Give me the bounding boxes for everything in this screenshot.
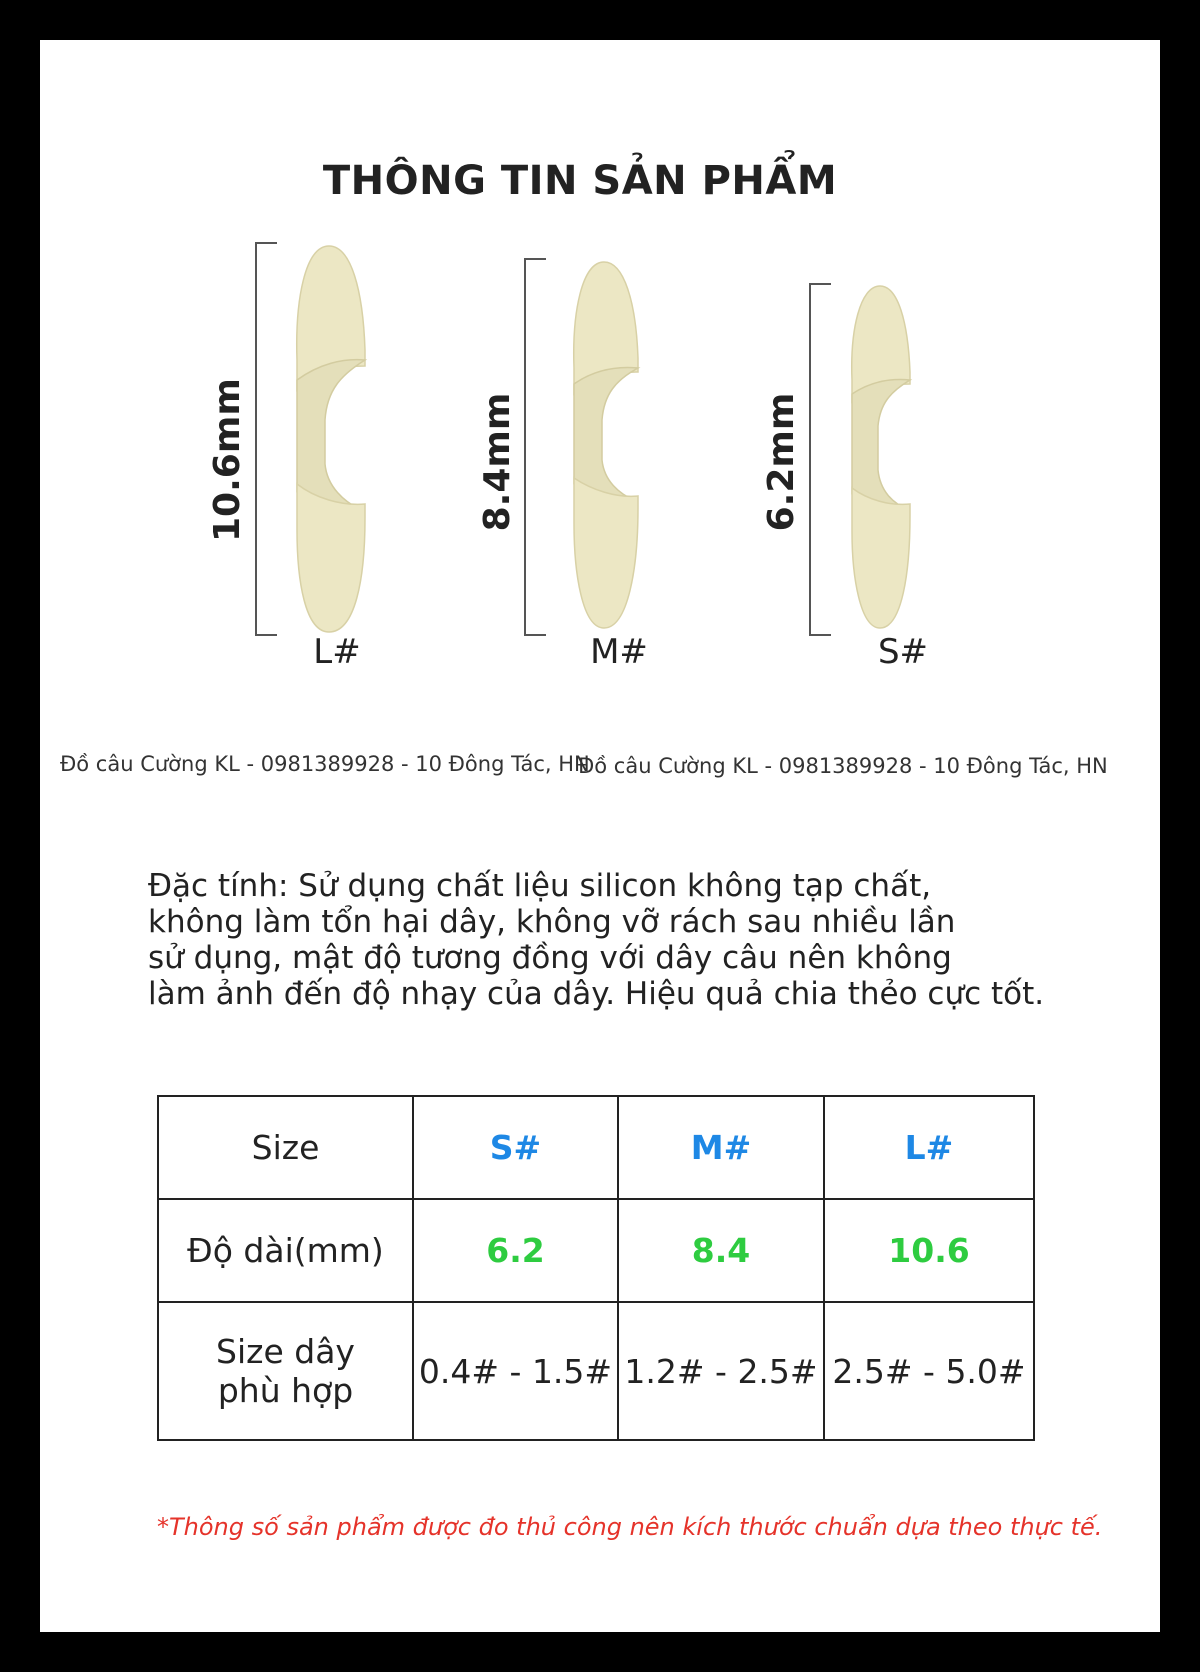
size-label-m: M# — [590, 632, 648, 672]
dimension-label-l: 10.6mm — [207, 378, 248, 542]
dimension-label-s: 6.2mm — [761, 392, 802, 532]
dimension-bracket-s — [809, 283, 831, 636]
row-header-length: Độ dài(mm) — [158, 1199, 413, 1302]
description-line: làm ảnh đến độ nhạy của dây. Hiệu quả chia thẻo cực tốt. — [148, 976, 1045, 1012]
shop-watermark-left: Đồ câu Cường KL - 0981389928 - 10 Đông Tác, HN — [60, 752, 590, 776]
length-value-s: 6.2 — [413, 1199, 618, 1302]
product-image-l — [285, 240, 385, 640]
product-image-s — [840, 280, 930, 636]
shop-watermark-right: Đồ câu Cường KL - 0981389928 - 10 Đông Tác, HN — [578, 754, 1108, 778]
dimension-bracket-m — [524, 258, 546, 636]
page-title: THÔNG TIN SẢN PHẨM — [322, 158, 838, 204]
size-header-s: S# — [413, 1096, 618, 1199]
length-value-m: 8.4 — [618, 1199, 824, 1302]
size-label-l: L# — [313, 632, 361, 672]
dimension-label-m: 8.4mm — [477, 392, 518, 532]
table-row — [158, 1199, 1034, 1302]
line-size-value-m: 1.2# - 2.5# — [618, 1302, 824, 1440]
table-row — [158, 1096, 1034, 1199]
size-label-s: S# — [877, 632, 929, 672]
product-description — [148, 868, 1048, 1012]
product-info-sheet — [40, 40, 1160, 1632]
measurement-note: *Thông số sản phẩm được đo thủ công nên kích thước chuẩn dựa theo thực tế. — [157, 1513, 1103, 1541]
size-header-l: L# — [824, 1096, 1034, 1199]
spec-table — [157, 1095, 1035, 1441]
length-value-l: 10.6 — [824, 1199, 1034, 1302]
product-image-m — [560, 256, 660, 636]
row-header-line-size-line2: phù hợp — [217, 1371, 354, 1410]
row-header-line-size-line1: Size dây — [216, 1332, 355, 1371]
line-size-value-s: 0.4# - 1.5# — [413, 1302, 618, 1440]
description-line: sử dụng, mật độ tương đồng với dây câu nên không — [148, 940, 952, 976]
description-line: không làm tổn hại dây, không vỡ rách sau nhiều lần — [148, 904, 956, 940]
table-row — [158, 1302, 1034, 1440]
row-header-line-size — [158, 1302, 413, 1440]
description-line: Đặc tính: Sử dụng chất liệu silicon không tạp chất, — [148, 868, 932, 904]
dimension-bracket-l — [255, 242, 277, 636]
row-header-size: Size — [158, 1096, 413, 1199]
line-size-value-l: 2.5# - 5.0# — [824, 1302, 1034, 1440]
size-header-m: M# — [618, 1096, 824, 1199]
